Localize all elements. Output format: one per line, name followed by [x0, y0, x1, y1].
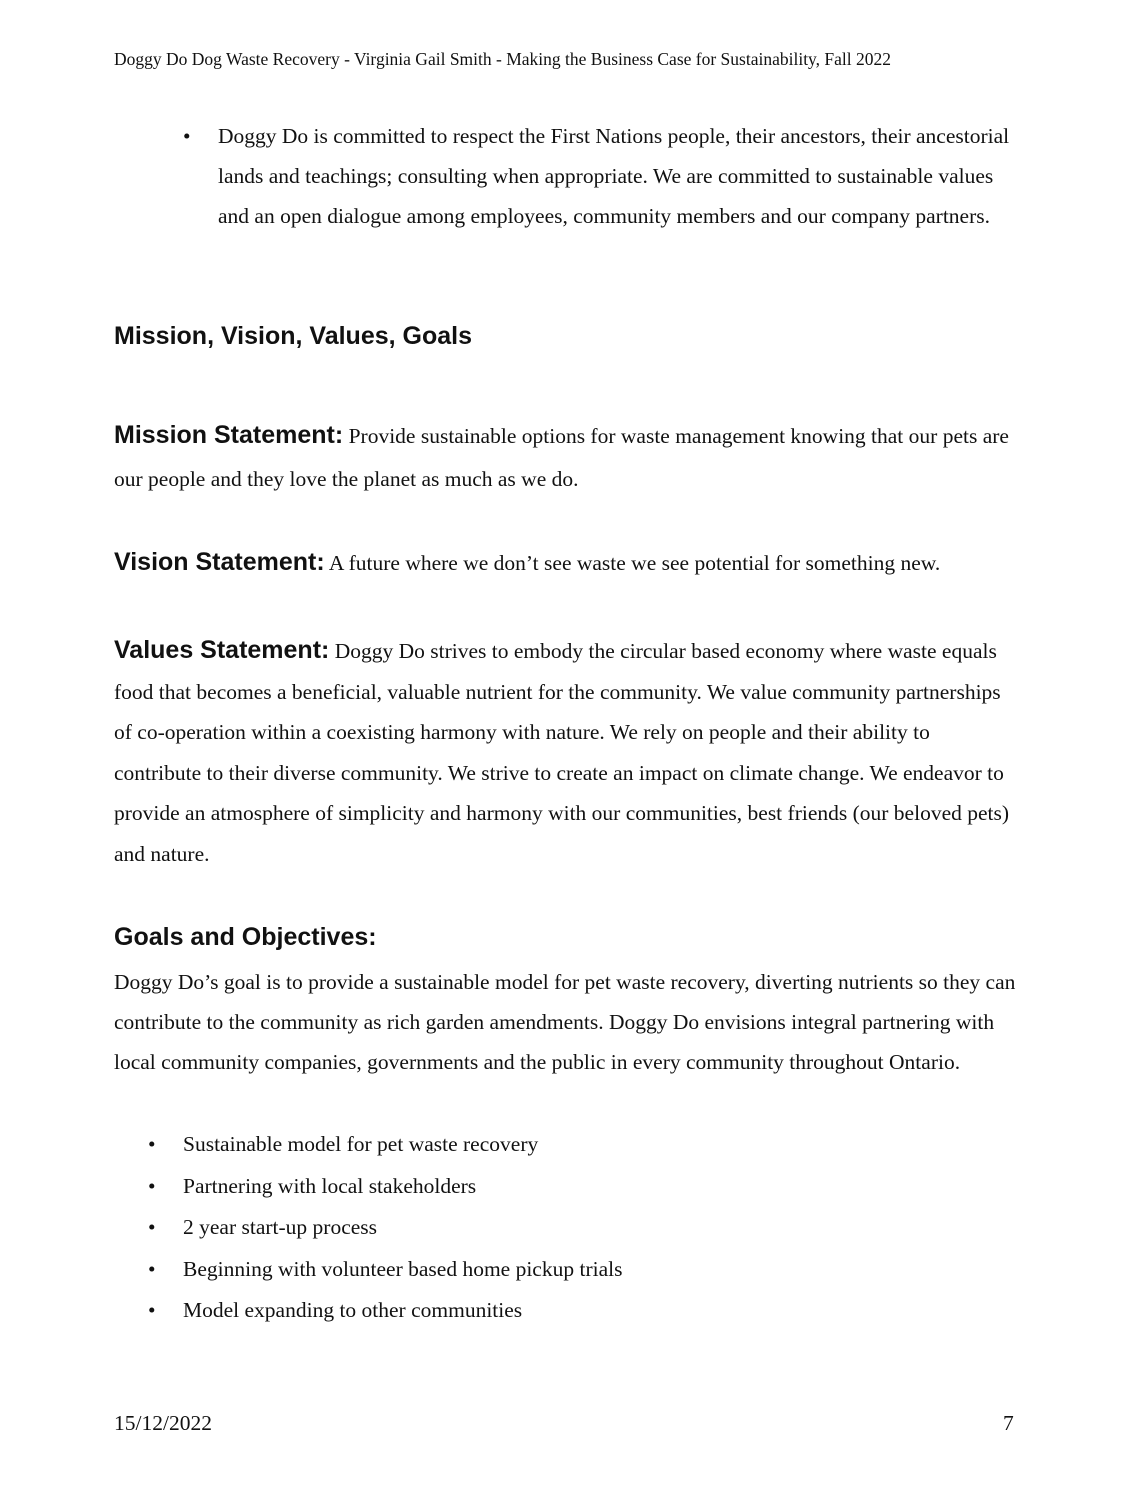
page-number: 7: [1003, 1411, 1014, 1435]
vision-text: A future where we don’t see waste we see potential for something new.: [324, 551, 941, 575]
intro-bullet: [183, 116, 1028, 236]
list-item-text: Partnering with local stakeholders: [183, 1173, 477, 1198]
mission-label: Mission Statement:: [114, 421, 344, 449]
vision-label: Vision Statement:: [114, 548, 325, 576]
bullet-marker: •: [148, 1298, 156, 1322]
mission-text: Provide sustainable options for waste management knowing that our pets are our people and they love the planet as much as we do.: [114, 424, 1009, 491]
bullet-marker: •: [183, 124, 191, 148]
page-header: Doggy Do Dog Waste Recovery - Virginia Gail Smith - Making the Business Case for Sustainability, Fall 2022: [114, 49, 892, 69]
bullet-marker: •: [148, 1132, 156, 1156]
section-heading: Mission, Vision, Values, Goals: [114, 322, 472, 350]
list-item-text: Model expanding to other communities: [183, 1298, 523, 1322]
list-item-text: 2 year start-up process: [183, 1215, 378, 1239]
goals-heading: Goals and Objectives:: [114, 923, 377, 951]
footer-date: 15/12/2022: [114, 1411, 212, 1435]
list-item: [148, 1124, 622, 1166]
bullet-marker: •: [148, 1256, 156, 1281]
mission-paragraph: [114, 414, 1019, 501]
list-item: [148, 1166, 622, 1208]
list-item-text: Sustainable model for pet waste recovery: [183, 1132, 539, 1156]
bullet-marker: •: [148, 1215, 156, 1239]
intro-bullet-text: Doggy Do is committed to respect the First Nations people, their ancestors, their ancestorial lands and teachings; consulting when appropriate. We are committed to sustainable values and an open dialogue among employees, community members and our company partners.: [218, 124, 1010, 228]
values-paragraph: [114, 630, 1019, 874]
values-text: Doggy Do strives to embody the circular based economy where waste equals food that becomes a beneficial, valuable nutrient for the community. We value community partnerships of co-operation within a coexisting harmony with nature. We rely on people and their ability to contribute to their diverse community. We strive to create an impact on climate change. We endeavor to provide an atmosphere of simplicity and harmony with our communities, best friends (our beloved pets) and nature.: [114, 639, 1010, 866]
values-label: Values Statement:: [114, 636, 330, 664]
list-item: [148, 1249, 622, 1291]
list-item: [148, 1290, 622, 1332]
goals-list: [148, 1124, 622, 1332]
vision-paragraph: [114, 541, 1039, 585]
goals-paragraph: Doggy Do’s goal is to provide a sustainable model for pet waste recovery, diverting nutrients so they can contribute to the community as rich garden amendments. Doggy Do envisions integral partnering with local community companies, governments and the public in every community throughout Ontario.: [114, 970, 1016, 1074]
list-item-text: Beginning with volunteer based home pickup trials: [183, 1256, 623, 1281]
bullet-marker: •: [148, 1173, 156, 1198]
list-item: [148, 1207, 622, 1249]
